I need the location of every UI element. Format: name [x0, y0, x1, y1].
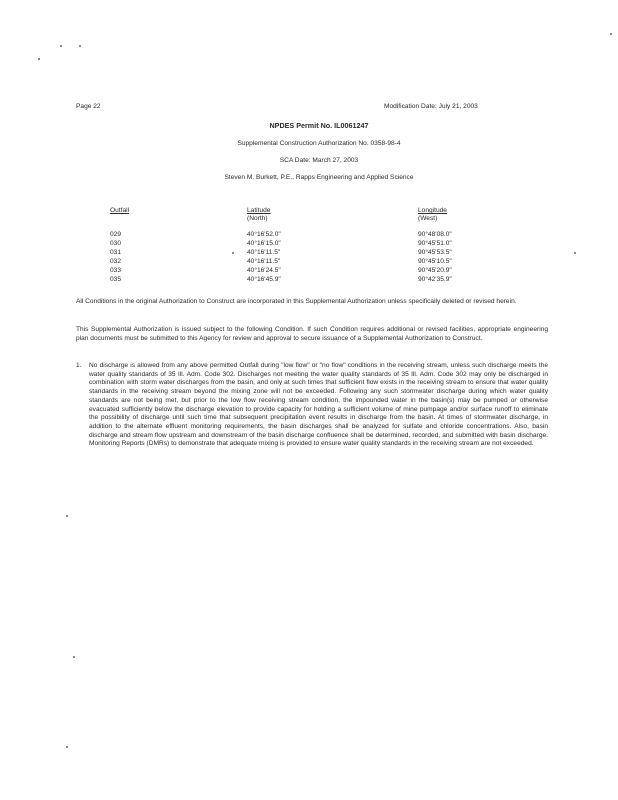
table-row: [107, 240, 487, 249]
condition-paragraph: No discharge is allowed from any above permitted Outfall during "low flow" or "no flow" conditions in the receiving stream, unless such discharge meets the water quality standards of 35 Ill. Adm. Code 302. Discharges not meeting the water quality standards of 35 Ill. Adm. Code 302 may only be discharged in combination with storm water discharges from the basin, and only at such times that sufficient flow exists in the receiving stream to ensure that water quality standards in the receiving stream beyond the mixing zone will not be exceeded. Following any such stormwater discharge during which water quality standards are not being met, but prior to the low flow receiving stream condition, the impounded water in the basin(s) may be pumped or otherwise evacuated sufficiently below the discharge elevation to provide capacity for holding a sufficient volume of mine pumpage and/or surface runoff to eliminate the possibility of discharge until such time that subsequent precipitation event results in discharge from the basin. At times of stormwater discharge, in addition to the alternate effluent monitoring requirements, the basin discharges shall be analyzed for sulfate and chloride concentrations. Also, basin discharge and stream flow upstream and downstream of the basin discharge confluence shall be determined, recorded, and submitted with basin discharge. Monitoring Reports (DMRs) to demonstrate that adequate mixing is provided to ensure water quality standards in the receiving stream are not exceeded.: [89, 362, 548, 448]
scan-speck: [574, 252, 576, 254]
latitude-cell: 40°16'11.5": [247, 258, 281, 265]
scan-speck: [232, 252, 234, 254]
latitude-cell: 40°16'45.9": [247, 276, 281, 283]
longitude-cell: 90°48'08.0": [418, 231, 452, 238]
scan-speck: [73, 656, 75, 658]
outfall-cell: 035: [110, 276, 122, 283]
scan-speck: [66, 515, 68, 517]
outfall-cell: 032: [110, 258, 122, 265]
outfall-cell: 030: [110, 240, 122, 247]
longitude-cell: 90°42'35.9": [418, 276, 452, 283]
authorization-number: Supplemental Construction Authorization No. 0358-98-4: [237, 140, 401, 147]
scan-speck: [38, 58, 40, 60]
modification-date: Modification Date: July 21, 2003: [384, 103, 478, 110]
scan-speck: [79, 45, 81, 47]
table-row: [107, 249, 487, 258]
page-number: Page 22: [76, 103, 101, 110]
latitude-cell: 40°16'15.0": [247, 240, 281, 247]
latitude-cell: 40°16'24.5": [247, 267, 281, 274]
scan-speck: [66, 746, 68, 748]
longitude-cell: 90°45'53.5": [418, 249, 452, 256]
latitude-cell: 40°16'11.5": [247, 249, 281, 256]
longitude-cell: 90°45'51.0": [418, 240, 452, 247]
scan-speck: [610, 33, 612, 35]
engineer-line: Steven M. Burkett, P.E., Rapps Engineering and Applied Science: [224, 174, 414, 181]
latitude-cell: 40°16'52.0": [247, 231, 281, 238]
permit-number: NPDES Permit No. IL0061247: [269, 121, 369, 130]
outfall-header: Outfall: [110, 207, 130, 214]
authorization-paragraph: This Supplemental Authorization is issued subject to the following Condition. If such Condition requires additional or revised facilities, appropriate engineering plan documents must be submitted to this Agency for review and approval to secure issuance of a Supplemental Authorization to Construct.: [76, 326, 548, 342]
sca-date: SCA Date: March 27, 2003: [279, 157, 359, 164]
longitude-cell: 90°45'20.9": [418, 267, 452, 274]
table-row: [107, 267, 487, 276]
latitude-subheader: (North): [247, 215, 268, 222]
table-row: [107, 231, 487, 240]
outfall-cell: 031: [110, 249, 122, 256]
condition-number: 1.: [76, 362, 82, 369]
table-row: [107, 276, 487, 285]
scan-speck: [60, 45, 62, 47]
longitude-header: Longitude: [418, 207, 447, 214]
table-row: [107, 258, 487, 267]
outfall-cell: 033: [110, 267, 122, 274]
longitude-subheader: (West): [418, 215, 438, 222]
longitude-cell: 90°45'10.5": [418, 258, 452, 265]
latitude-header: Latitude: [247, 207, 271, 214]
conditions-paragraph: All Conditions in the original Authorization to Construct are incorporated in this Supplemental Authorization unless specifically deleted or revised herein.: [76, 298, 517, 305]
outfall-cell: 029: [110, 231, 122, 238]
